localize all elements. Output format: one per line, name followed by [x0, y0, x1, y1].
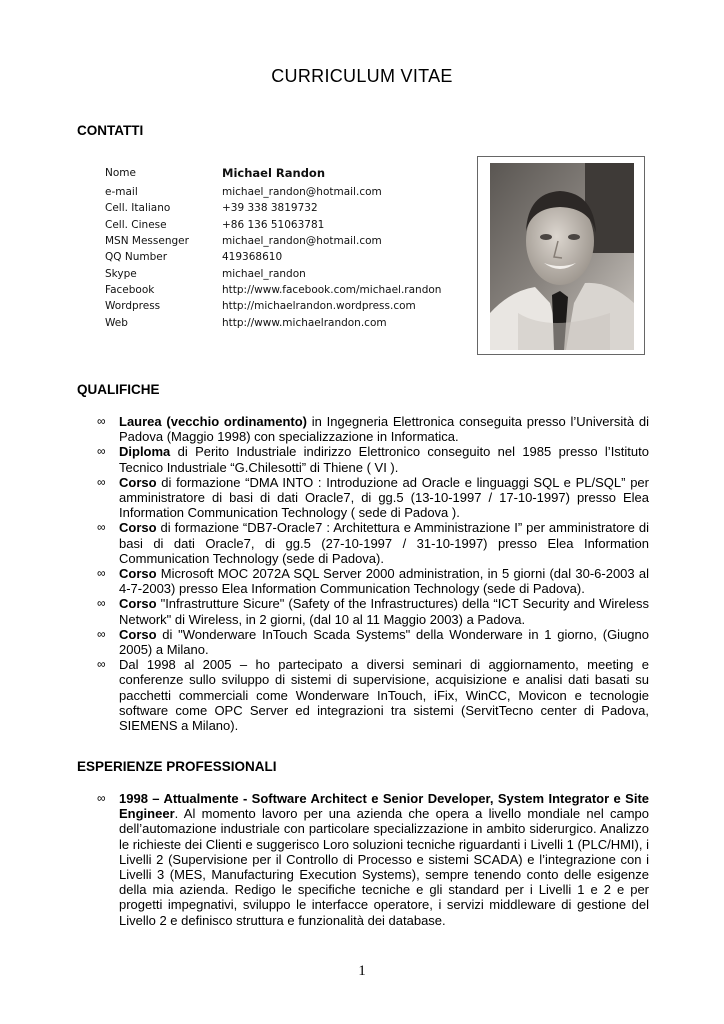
bullet-icon: ∞: [97, 444, 106, 459]
contact-row-msn: [105, 233, 441, 249]
profile-photo: [490, 163, 634, 350]
list-item: [97, 520, 649, 566]
list-item: [97, 444, 649, 474]
contact-label: Wordpress: [105, 300, 161, 313]
qualifiche-list: [97, 414, 649, 733]
contact-label: Nome: [105, 167, 136, 179]
item-text: di formazione “DB7-Oracle7 : Architettura e Amministrazione I” per amministratore di basi di dati Oracle7, di gg.5 (27-10-1997 / 31-10-1997) presso Elea Information Communication Technology (sede di Padova).: [119, 520, 649, 566]
item-text: . Al momento lavoro per una azienda che opera a livello mondiale nel campo dell’automazione industriale con particolare specializzazione in ambito siderurgico. Analizzo le richieste dei Clienti e suggerisco Loro soluzioni tecniche riguardanti i Livelli 1 (PLC/HMI), i Livelli 2 (Supervisione per il Controllo di Processo e sistemi SCADA) e l’integrazione con i Livelli 3 (MES, Manufacturing Execution Systems), sempre tenendo conto delle esigenze della mia azienda. Redigo le specifiche tecniche e gli standard per i Livelli 1 e 2 e per progetti impegnativi, sviluppo le interfacce operatore, i servizi middleware di gestione del Livello 2 e definisco struttura e funzionalità dei database.: [119, 806, 649, 928]
contact-label: MSN Messenger: [105, 235, 189, 248]
contact-label: Facebook: [105, 283, 155, 296]
bullet-icon: ∞: [97, 626, 106, 641]
contact-label: Web: [105, 316, 128, 329]
list-item: [97, 475, 649, 521]
contact-label: Skype: [105, 267, 137, 280]
contact-value: http://www.facebook.com/michael.randon: [222, 283, 442, 296]
contact-row-skype: [105, 265, 441, 281]
contact-label: Cell. Cinese: [105, 218, 167, 231]
contact-value: http://michaelrandon.wordpress.com: [222, 300, 416, 313]
bullet-icon: ∞: [97, 414, 106, 428]
item-bold-text: Corso: [119, 566, 157, 582]
item-bold-text: Corso: [119, 626, 157, 642]
contact-row-cell-cinese: [105, 217, 441, 233]
document-title: CURRICULUM VITAE: [271, 66, 453, 86]
contact-row-cell-italiano: [105, 200, 441, 216]
contact-value: michael_randon@hotmail.com: [222, 186, 382, 199]
contact-label: Cell. Italiano: [105, 202, 171, 215]
bullet-icon: ∞: [97, 566, 106, 581]
contact-table: [105, 162, 441, 331]
contact-value: +86 136 51063781: [222, 218, 325, 231]
bullet-icon: ∞: [97, 791, 106, 805]
list-item: [97, 566, 649, 596]
bullet-icon: ∞: [97, 596, 106, 611]
item-bold-text: 1998 – Attualmente - Software Architect e Senior Developer, System Integrator e Site Engineer: [119, 791, 649, 822]
section-heading-contatti: CONTATTI: [77, 123, 144, 138]
contact-value: 419368610: [222, 251, 283, 264]
contact-row-name: [105, 162, 441, 184]
item-text: in Ingegneria Elettronica conseguita presso l’Università di Padova (Maggio 1998) con specializzazione in Informatica.: [119, 414, 649, 445]
esperienze-list: [97, 791, 649, 928]
contact-value: michael_randon: [222, 267, 306, 280]
contact-row-email: [105, 184, 441, 200]
contact-value: Michael Randon: [222, 166, 326, 180]
contact-row-web: [105, 314, 441, 330]
contact-label: QQ Number: [105, 251, 168, 264]
bullet-icon: ∞: [97, 474, 106, 489]
list-item: [97, 596, 649, 626]
contact-value: http://www.michaelrandon.com: [222, 316, 387, 329]
item-bold-text: Corso: [119, 596, 157, 612]
item-text: di Perito Industriale indirizzo Elettronico conseguito nel 1985 presso l’Istituto Tecnico Industriale “G.Chilesotti” di Thiene ( VI ).: [119, 444, 649, 475]
section-heading-esperienze: ESPERIENZE PROFESSIONALI: [77, 759, 277, 774]
bullet-icon: ∞: [97, 657, 106, 672]
item-text: di "Wonderware InTouch Scada Systems" della Wonderware in 1 giorno, (Giugno 2005) a Milano.: [119, 626, 649, 658]
bullet-icon: ∞: [97, 520, 106, 535]
item-bold-text: Laurea (vecchio ordinamento): [119, 414, 307, 429]
item-text: Microsoft MOC 2072A SQL Server 2000 administration, in 5 giorni (dal 30-6-2003 al 4-7-2003) presso Elea Information Communication Technology (sede di Padova).: [119, 566, 649, 597]
contact-value: michael_randon@hotmail.com: [222, 235, 382, 248]
list-item: [97, 414, 649, 444]
page-number: 1: [358, 963, 366, 979]
list-item: [97, 657, 649, 733]
contact-label: e-mail: [105, 186, 138, 199]
profile-photo-frame: [477, 156, 645, 355]
item-text: "Infrastrutture Sicure" (Safety of the Infrastructures) della “ICT Security and Wireless Network" di Wireless, in 2 giorni, (dal 10 al 11 Maggio 2003) a Padova.: [119, 596, 649, 627]
contact-row-wordpress: [105, 298, 441, 314]
item-bold-text: Diploma: [119, 444, 171, 460]
section-heading-qualifiche: QUALIFICHE: [77, 382, 160, 397]
item-text: di formazione “DMA INTO : Introduzione ad Oracle e linguaggi SQL e PL/SQL” per amministratore di basi di dati Oracle7, di gg.5 (13-10-1997 / 17-10-1997) presso Elea Information Communication Technology ( sede di Padova ).: [119, 474, 649, 521]
list-item: [97, 627, 649, 657]
contact-row-qq: [105, 249, 441, 265]
contact-row-facebook: [105, 282, 441, 298]
item-text: Dal 1998 al 2005 – ho partecipato a diversi seminari di aggiornamento, meeting e conferenze sullo sviluppo di sistemi di supervisione, acquisizione e analisi dati basati su pacchetti commerciali come Wonderware InTouch, iFix, WinCC, Movicon e tecnologie software come OPC Server ed integrazioni tra sistemi (ServitTecno center di Padova, SIEMENS a Milano).: [119, 657, 649, 734]
contact-value: +39 338 3819732: [222, 202, 318, 215]
item-bold-text: Corso: [119, 520, 157, 536]
list-item: [97, 791, 649, 928]
item-bold-text: Corso: [119, 474, 157, 490]
